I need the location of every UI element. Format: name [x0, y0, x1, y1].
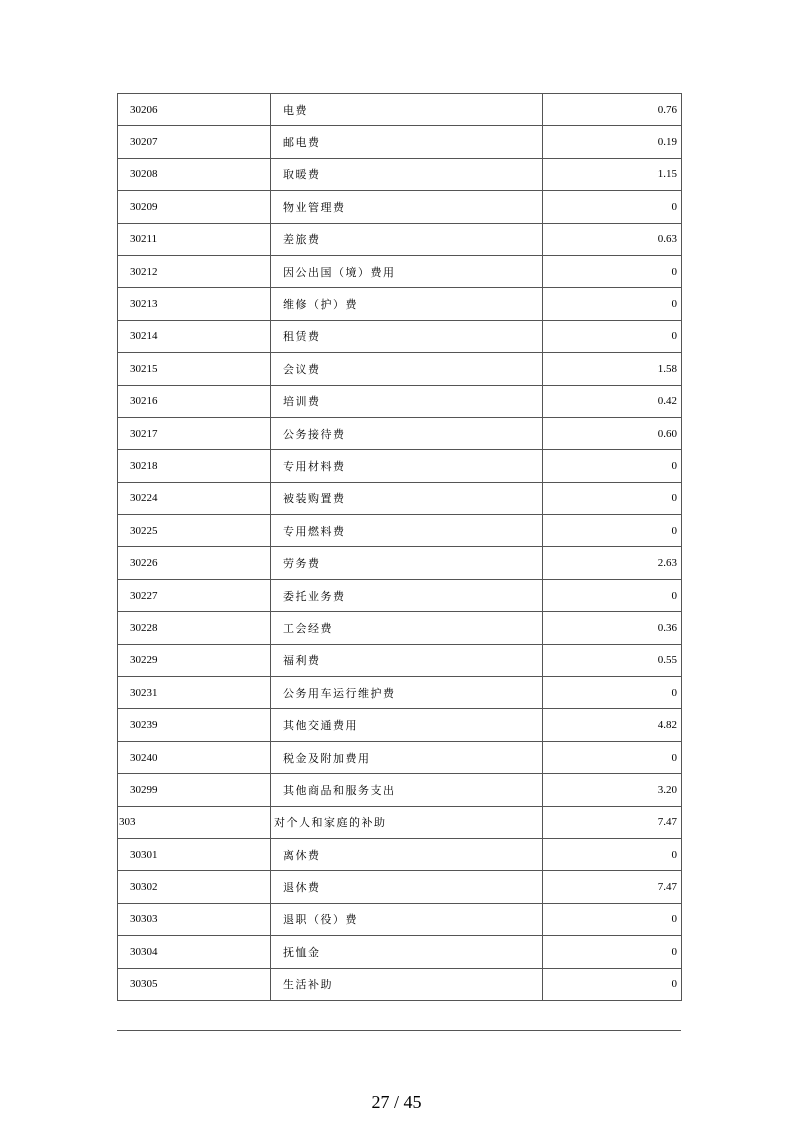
- amount-cell: 1.15: [543, 158, 682, 190]
- name-cell: 工会经费: [271, 612, 543, 644]
- name-cell: 培训费: [271, 385, 543, 417]
- code-cell: 30215: [118, 353, 271, 385]
- table-row: [118, 417, 682, 449]
- table-row: [118, 515, 682, 547]
- name-cell: 生活补助: [271, 968, 543, 1000]
- amount-cell: 0: [543, 288, 682, 320]
- name-cell: 会议费: [271, 353, 543, 385]
- name-cell: 专用材料费: [271, 450, 543, 482]
- amount-cell: 0: [543, 579, 682, 611]
- name-cell: 退职（役）费: [271, 903, 543, 935]
- code-cell: 30212: [118, 255, 271, 287]
- name-cell: 公务用车运行维护费: [271, 677, 543, 709]
- amount-cell: 0.36: [543, 612, 682, 644]
- amount-cell: 0: [543, 515, 682, 547]
- table-row: [118, 320, 682, 352]
- code-cell: 30224: [118, 482, 271, 514]
- amount-cell: 0: [543, 741, 682, 773]
- name-cell: 租赁费: [271, 320, 543, 352]
- table-row: [118, 126, 682, 158]
- code-cell: 30229: [118, 644, 271, 676]
- table-row: [118, 871, 682, 903]
- amount-cell: 0.76: [543, 94, 682, 126]
- name-cell: 对个人和家庭的补助: [271, 806, 543, 838]
- table-row: [118, 903, 682, 935]
- code-cell: 30225: [118, 515, 271, 547]
- code-cell: 30218: [118, 450, 271, 482]
- name-cell: 专用燃料费: [271, 515, 543, 547]
- code-cell: 30211: [118, 223, 271, 255]
- code-cell: 30240: [118, 741, 271, 773]
- code-cell: 30216: [118, 385, 271, 417]
- name-cell: 其他交通费用: [271, 709, 543, 741]
- table-row: [118, 644, 682, 676]
- name-cell: 取暖费: [271, 158, 543, 190]
- table-row: [118, 158, 682, 190]
- table-row: [118, 709, 682, 741]
- name-cell: 维修（护）费: [271, 288, 543, 320]
- table-row: [118, 191, 682, 223]
- amount-cell: 2.63: [543, 547, 682, 579]
- name-cell: 抚恤金: [271, 936, 543, 968]
- code-cell: 30217: [118, 417, 271, 449]
- table-row: [118, 968, 682, 1000]
- code-cell: 30303: [118, 903, 271, 935]
- expenditure-table-container: [117, 93, 681, 1001]
- table-row: [118, 482, 682, 514]
- amount-cell: 0: [543, 191, 682, 223]
- table-row: [118, 353, 682, 385]
- name-cell: 税金及附加费用: [271, 741, 543, 773]
- table-row: [118, 806, 682, 838]
- code-cell: 30231: [118, 677, 271, 709]
- expenditure-table: [117, 93, 682, 1001]
- name-cell: 委托业务费: [271, 579, 543, 611]
- code-cell: 30206: [118, 94, 271, 126]
- amount-cell: 0: [543, 968, 682, 1000]
- table-row: [118, 774, 682, 806]
- table-row: [118, 255, 682, 287]
- code-cell: 30305: [118, 968, 271, 1000]
- amount-cell: 1.58: [543, 353, 682, 385]
- amount-cell: 0.19: [543, 126, 682, 158]
- code-cell: 30304: [118, 936, 271, 968]
- amount-cell: 0: [543, 320, 682, 352]
- amount-cell: 0.60: [543, 417, 682, 449]
- name-cell: 电费: [271, 94, 543, 126]
- code-cell: 30208: [118, 158, 271, 190]
- amount-cell: 7.47: [543, 806, 682, 838]
- amount-cell: 0: [543, 255, 682, 287]
- table-row: [118, 288, 682, 320]
- code-cell: 30302: [118, 871, 271, 903]
- bottom-rule: [117, 1030, 681, 1031]
- amount-cell: 0: [543, 482, 682, 514]
- code-cell: 30226: [118, 547, 271, 579]
- code-cell: 30209: [118, 191, 271, 223]
- amount-cell: 0.63: [543, 223, 682, 255]
- table-row: [118, 936, 682, 968]
- table-row: [118, 450, 682, 482]
- code-cell: 303: [118, 806, 271, 838]
- amount-cell: 0: [543, 450, 682, 482]
- table-row: [118, 223, 682, 255]
- code-cell: 30227: [118, 579, 271, 611]
- code-cell: 30214: [118, 320, 271, 352]
- amount-cell: 7.47: [543, 871, 682, 903]
- amount-cell: 3.20: [543, 774, 682, 806]
- code-cell: 30301: [118, 838, 271, 870]
- code-cell: 30228: [118, 612, 271, 644]
- table-row: [118, 838, 682, 870]
- amount-cell: 0: [543, 677, 682, 709]
- name-cell: 劳务费: [271, 547, 543, 579]
- name-cell: 被装购置费: [271, 482, 543, 514]
- name-cell: 因公出国（境）费用: [271, 255, 543, 287]
- amount-cell: 0: [543, 903, 682, 935]
- name-cell: 公务接待费: [271, 417, 543, 449]
- name-cell: 差旅费: [271, 223, 543, 255]
- code-cell: 30299: [118, 774, 271, 806]
- amount-cell: 4.82: [543, 709, 682, 741]
- amount-cell: 0.55: [543, 644, 682, 676]
- table-row: [118, 94, 682, 126]
- name-cell: 邮电费: [271, 126, 543, 158]
- table-row: [118, 741, 682, 773]
- name-cell: 其他商品和服务支出: [271, 774, 543, 806]
- table-row: [118, 547, 682, 579]
- name-cell: 离休费: [271, 838, 543, 870]
- code-cell: 30239: [118, 709, 271, 741]
- code-cell: 30213: [118, 288, 271, 320]
- code-cell: 30207: [118, 126, 271, 158]
- amount-cell: 0: [543, 936, 682, 968]
- table-row: [118, 612, 682, 644]
- name-cell: 退休费: [271, 871, 543, 903]
- amount-cell: 0: [543, 838, 682, 870]
- page-number: 27 / 45: [371, 1092, 422, 1112]
- table-row: [118, 579, 682, 611]
- table-body: [118, 94, 682, 1001]
- name-cell: 福利费: [271, 644, 543, 676]
- table-row: [118, 677, 682, 709]
- table-row: [118, 385, 682, 417]
- amount-cell: 0.42: [543, 385, 682, 417]
- name-cell: 物业管理费: [271, 191, 543, 223]
